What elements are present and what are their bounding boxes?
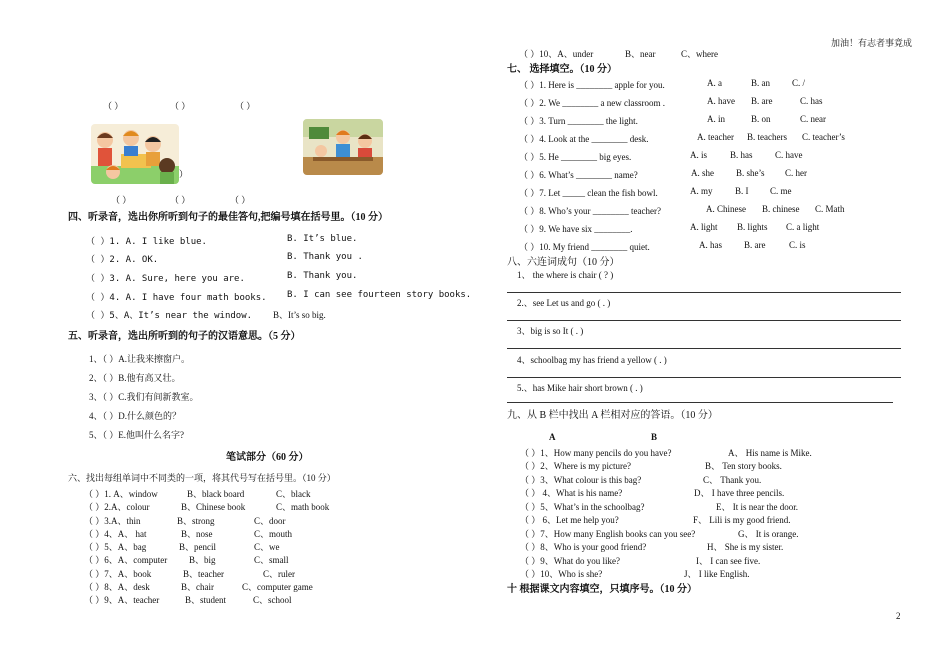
odd-one-item-1-c: C、black bbox=[276, 489, 311, 499]
odd-one-item-3: （ ）3.A、thin bbox=[84, 516, 141, 526]
match-item-9: （ ）9、What do you like? bbox=[520, 556, 620, 566]
choice-item-4-a: A. teacher bbox=[697, 132, 734, 142]
match-item-3: （ ）3、What colour is this bag? bbox=[520, 475, 642, 485]
sentence-item-5: 5.、has Mike hair short brown ( . ) bbox=[517, 383, 643, 393]
column-b-header: B bbox=[651, 432, 658, 442]
odd-one-item-9: （ ）9、A、teacher bbox=[84, 595, 160, 605]
listen-item-5: （ ）5、A、It’s near the window. bbox=[86, 311, 253, 321]
odd-one-item-10: （ ）10、A、under bbox=[519, 49, 594, 59]
odd-one-item-2-c: C、math book bbox=[276, 502, 330, 512]
sentence-item-1: 1、 the where is chair ( ? ) bbox=[517, 270, 614, 280]
choice-item-1: （ ）1. Here is ________ apple for you. bbox=[519, 80, 665, 90]
choice-item-3-a: A. in bbox=[707, 114, 725, 124]
match-answer-f: F、 Lili is my good friend. bbox=[693, 515, 791, 525]
choice-item-4-c: C. teacher’s bbox=[802, 132, 845, 142]
match-item-8: （ ）8、Who is your good friend? bbox=[520, 542, 647, 552]
choice-item-10-b: B. are bbox=[744, 240, 766, 250]
section-6-title: 六、找出每组单词中不同类的一项，将其代号写在括号里。（10 分） bbox=[68, 473, 336, 483]
column-a-header: A bbox=[549, 432, 556, 442]
odd-one-item-5: （ ）5、A、bag bbox=[84, 542, 147, 552]
answer-line-2 bbox=[507, 320, 901, 321]
odd-one-item-4-c: C、mouth bbox=[254, 529, 293, 539]
translation-item-2: 2、（ ）B.他有高又壮。 bbox=[89, 373, 181, 383]
odd-one-item-5-c: C、we bbox=[254, 542, 280, 552]
choice-item-8-b: B. chinese bbox=[762, 204, 800, 214]
sentence-item-4: 4、schoolbag my has friend a yellow ( . ) bbox=[517, 355, 667, 365]
choice-item-10-c: C. is bbox=[789, 240, 806, 250]
match-answer-c: C、 Thank you. bbox=[703, 475, 762, 485]
odd-one-item-8-c: C、computer game bbox=[242, 582, 313, 592]
answer-paren-2: （ ） bbox=[170, 101, 191, 111]
odd-one-item-5-b: B、pencil bbox=[179, 542, 216, 552]
sentence-item-3: 3、big is so It ( . ) bbox=[517, 326, 584, 336]
odd-one-item-2-b: B、Chinese book bbox=[181, 502, 246, 512]
answer-line-1 bbox=[507, 292, 901, 293]
section-4-title: 四、听录音，选出你所听到句子的最佳答句,把编号填在括号里。（10 分） bbox=[68, 212, 388, 223]
match-answer-g: G、 It is orange. bbox=[738, 529, 799, 539]
translation-item-4: 4、（ ）D.什么颜色的？ bbox=[89, 411, 182, 421]
choice-item-2-b: B. are bbox=[751, 96, 773, 106]
written-part-title: 笔试部分（60 分） bbox=[226, 452, 309, 463]
odd-one-item-7-c: C、ruler bbox=[263, 569, 295, 579]
translation-item-1: 1、（ ）A.让我来擦窗户。 bbox=[89, 354, 191, 364]
choice-item-6: （ ）6. What’s ________ name? bbox=[519, 170, 638, 180]
odd-one-item-4-b: B、nose bbox=[181, 529, 213, 539]
header-motto: 加油！有志者事竟成 bbox=[831, 38, 913, 48]
match-answer-j: J、 I like English. bbox=[684, 569, 750, 579]
match-answer-i: I、 I can see five. bbox=[696, 556, 761, 566]
odd-one-item-6-b: B、big bbox=[189, 555, 216, 565]
translation-item-3: 3、（ ）C.我们有间新教室。 bbox=[89, 392, 199, 402]
choice-item-3-b: B. on bbox=[751, 114, 771, 124]
odd-one-item-10-b: B、near bbox=[625, 49, 656, 59]
answer-paren-6: （ ） bbox=[230, 195, 251, 205]
listen-item-5-b: B、It’s so big. bbox=[273, 310, 326, 320]
choice-item-5: （ ）5. He ________ big eyes. bbox=[519, 152, 632, 162]
choice-item-1-b: B. an bbox=[751, 78, 770, 88]
choice-item-1-c: C. / bbox=[792, 78, 806, 88]
listen-item-3-b: B. Thank you. bbox=[287, 271, 358, 281]
odd-one-item-7: （ ）7、A、book bbox=[84, 569, 152, 579]
choice-item-8-a: A. Chinese bbox=[706, 204, 746, 214]
choice-item-3: （ ）3. Turn ________ the light. bbox=[519, 116, 638, 126]
choice-item-7-c: C. me bbox=[770, 186, 792, 196]
odd-one-item-4: （ ）4、A、 hat bbox=[84, 529, 147, 539]
odd-one-item-10-c: C、where bbox=[681, 49, 718, 59]
odd-one-item-9-c: C、school bbox=[253, 595, 292, 605]
odd-one-item-1: （ ）1. A、window bbox=[84, 489, 158, 499]
choice-item-7-b: B. I bbox=[735, 186, 749, 196]
odd-one-item-8-b: B、chair bbox=[181, 582, 214, 592]
choice-item-2-a: A. have bbox=[707, 96, 735, 106]
classroom-illustration bbox=[303, 119, 383, 175]
choice-item-10: （ ）10. My friend ________ quiet. bbox=[519, 242, 650, 252]
match-answer-b: B、 Ten story books. bbox=[705, 461, 782, 471]
choice-item-7-a: A. my bbox=[690, 186, 713, 196]
choice-item-6-c: C. her bbox=[785, 168, 807, 178]
choice-item-6-b: B. she’s bbox=[736, 168, 765, 178]
answer-paren-1: （ ） bbox=[103, 101, 124, 111]
choice-item-9-a: A. light bbox=[690, 222, 718, 232]
choice-item-2-c: C. has bbox=[800, 96, 823, 106]
section-5-title: 五、听录音，选出所听到的句子的汉语意思。（5 分） bbox=[68, 331, 301, 342]
listen-item-2-b: B. Thank you . bbox=[287, 252, 363, 262]
match-item-10: （ ）10、Who is she? bbox=[520, 569, 603, 579]
match-item-5: （ ）5、What’s in the schoolbag? bbox=[520, 502, 645, 512]
section-10-title: 十 根据课文内容填空，只填序号。（10 分） bbox=[507, 584, 697, 595]
listen-item-1: （ ）1. A. I like blue. bbox=[86, 237, 207, 247]
listen-item-4: （ ）4. A. I have four math books. bbox=[86, 293, 267, 303]
sentence-item-2: 2.、see Let us and go ( . ) bbox=[517, 298, 611, 308]
section-9-title: 九、从 B 栏中找出 A 栏相对应的答语。（10 分） bbox=[507, 410, 718, 421]
answer-paren-5: （ ） bbox=[170, 195, 191, 205]
choice-item-4: （ ）4. Look at the ________ desk. bbox=[519, 134, 649, 144]
listen-item-4-b: B. I can see fourteen story books. bbox=[287, 290, 472, 300]
choice-item-5-b: B. has bbox=[730, 150, 753, 160]
match-answer-e: E、 It is near the door. bbox=[716, 502, 798, 512]
odd-one-item-8: （ ）8、A、desk bbox=[84, 582, 150, 592]
stray-paren: ） bbox=[179, 169, 189, 179]
answer-paren-3: （ ） bbox=[235, 101, 256, 111]
choice-item-6-a: A. she bbox=[691, 168, 714, 178]
choice-item-8-c: C. Math bbox=[815, 204, 845, 214]
choice-item-7: （ ）7. Let _____ clean the fish bowl. bbox=[519, 188, 658, 198]
odd-one-item-6: （ ）6、A、computer bbox=[84, 555, 168, 565]
answer-paren-4: （ ） bbox=[111, 195, 132, 205]
match-item-2: （ ）2、Where is my picture? bbox=[520, 461, 631, 471]
section-8-title: 八、六连词成句（10 分） bbox=[507, 257, 620, 268]
odd-one-item-3-c: C、door bbox=[254, 516, 286, 526]
match-answer-d: D、 I have three pencils. bbox=[694, 488, 785, 498]
children-illustration bbox=[91, 124, 179, 184]
answer-line-4 bbox=[507, 377, 901, 378]
choice-item-9-b: B. lights bbox=[737, 222, 768, 232]
choice-item-9: （ ）9. We have six ________. bbox=[519, 224, 633, 234]
choice-item-10-a: A. has bbox=[699, 240, 722, 250]
odd-one-item-9-b: B、student bbox=[185, 595, 227, 605]
odd-one-item-3-b: B、strong bbox=[177, 516, 215, 526]
answer-line-5 bbox=[507, 402, 893, 403]
translation-item-5: 5、（ ）E.他叫什么名字? bbox=[89, 430, 184, 440]
choice-item-1-a: A. a bbox=[707, 78, 722, 88]
choice-item-2: （ ）2. We ________ a new classroom . bbox=[519, 98, 665, 108]
odd-one-item-7-b: B、teacher bbox=[183, 569, 224, 579]
match-item-4: （ ） 4、What is his name? bbox=[520, 488, 623, 498]
match-item-1: （ ）1、How many pencils do you have? bbox=[520, 448, 672, 458]
odd-one-item-1-b: B、black board bbox=[187, 489, 245, 499]
choice-item-4-b: B. teachers bbox=[747, 132, 787, 142]
odd-one-item-6-c: C、small bbox=[254, 555, 289, 565]
listen-item-3: （ ）3. A. Sure, here you are. bbox=[86, 274, 245, 284]
listen-item-1-b: B. It’s blue. bbox=[287, 234, 358, 244]
odd-one-item-2: （ ）2.A、colour bbox=[84, 502, 150, 512]
match-answer-h: H、 She is my sister. bbox=[707, 542, 784, 552]
page-number: 2 bbox=[896, 611, 901, 621]
choice-item-8: （ ）8. Who’s your ________ teacher? bbox=[519, 206, 661, 216]
match-item-7: （ ）7、How many English books can you see? bbox=[520, 529, 696, 539]
section-7-title: 七、 选择填空。（10 分） bbox=[507, 64, 617, 75]
answer-line-3 bbox=[507, 348, 901, 349]
choice-item-9-c: C. a light bbox=[786, 222, 820, 232]
match-answer-a: A、 His name is Mike. bbox=[728, 448, 812, 458]
choice-item-3-c: C. near bbox=[800, 114, 826, 124]
choice-item-5-c: C. have bbox=[775, 150, 803, 160]
listen-item-2: （ ）2. A. OK. bbox=[86, 255, 159, 265]
choice-item-5-a: A. is bbox=[690, 150, 708, 160]
match-item-6: （ ） 6、Let me help you? bbox=[520, 515, 619, 525]
